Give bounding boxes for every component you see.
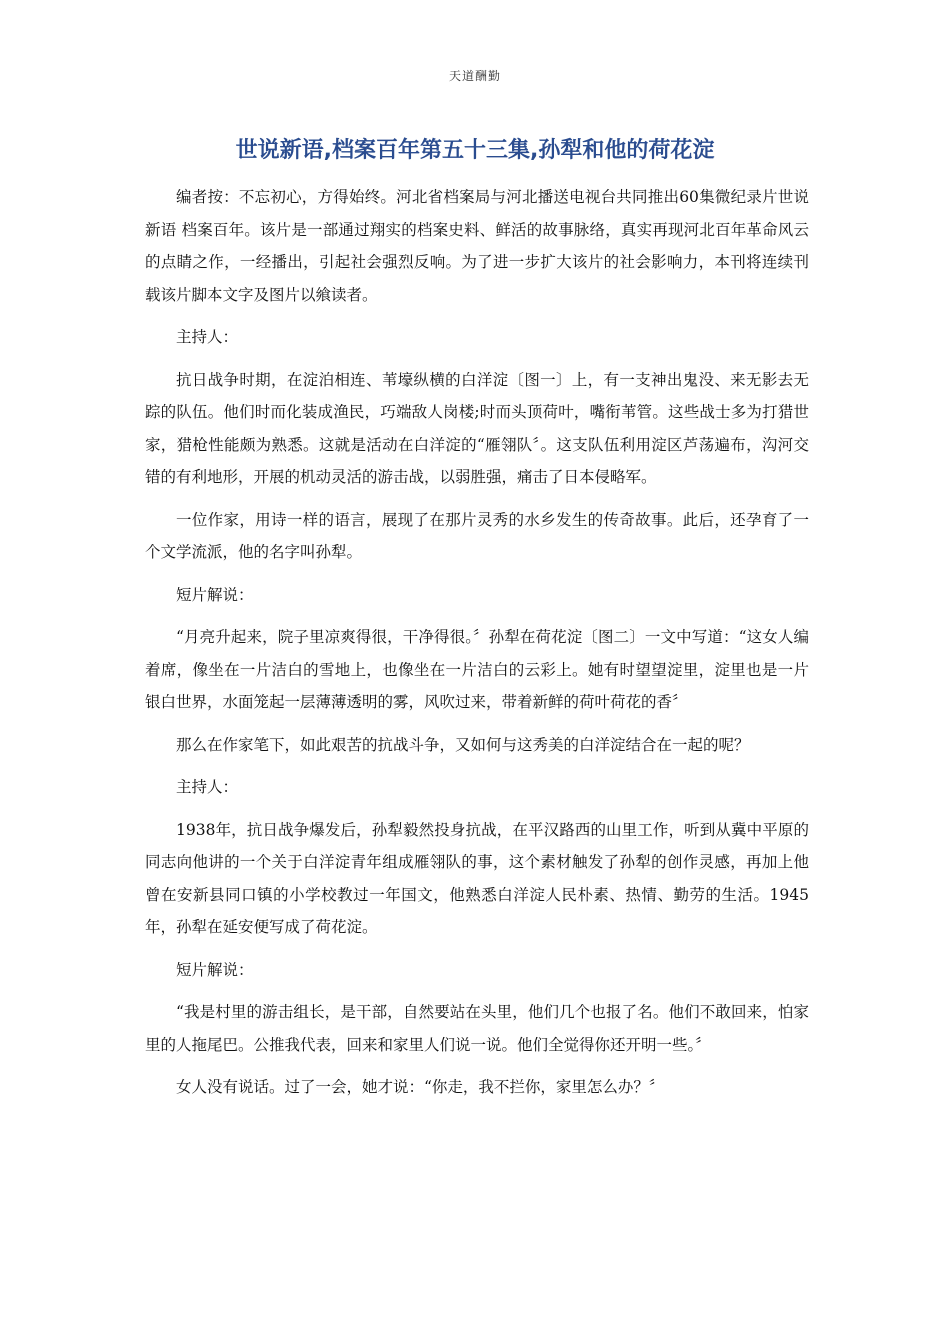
paragraph: “我是村里的游击组长，是干部，自然要站在头里，他们几个也报了名。他们不敢回来，怕家里的人拖尾巴。公推我代表，回来和家里人们说一说。他们全觉得你还开明一些。〞 [145, 1003, 809, 1054]
paragraph: “月亮升起来，院子里凉爽得很，干净得很。〞孙犁在荷花淀〔图二〕一文中写道：“这女人编着席，像坐在一片洁白的雪地上，也像坐在一片洁白的云彩上。她有时望望淀里，淀里也是一片银白世界，水面笼起一层薄薄透明的雾，风吹过来，带着新鲜的荷叶荷花的香〞 [145, 628, 809, 711]
paragraph: 一位作家，用诗一样的语言，展现了在那片灵秀的水乡发生的传奇故事。此后，还孕育了一个文学流派，他的名字叫孙犁。 [145, 510, 809, 561]
paragraph-narration-label: 短片解说： [176, 960, 254, 979]
paragraph-host-label: 主持人： [176, 328, 239, 346]
paragraph-host-label: 主持人： [176, 778, 239, 796]
document-body [145, 181, 809, 1114]
document-title: 世说新语,档案百年第五十三集,孙犁和他的荷花淀 [235, 138, 715, 163]
paragraph-narration-label: 短片解说： [176, 585, 254, 604]
header-label: 天道酬勤 [448, 69, 501, 83]
paragraph-editor-note: 编者按：不忘初心，方得始终。河北省档案局与河北播送电视台共同推出60集微纪录片世说新语 档案百年。该片是一部通过翔实的档案史料、鲜活的故事脉络，真实再现河北百年革命风云的点睛之作，一经播出，引起社会强烈反响。为了进一步扩大该片的社会影响力，本刊将连续刊载该片脚本文字及图片以飨读者。 [145, 188, 809, 304]
paragraph: 抗日战争时期，在淀泊相连、苇壕纵横的白洋淀〔图一〕上，有一支神出鬼没、来无影去无踪的队伍。他们时而化装成渔民，巧端敌人岗楼;时而头顶荷叶，嘴衔苇管。这些战士多为打猎世家，猎枪性能颇为熟悉。这就是活动在白洋淀的“雁翎队〞。这支队伍利用淀区芦荡遍布，沟河交错的有利地形，开展的机动灵活的游击战，以弱胜强，痛击了日本侵略军。 [145, 370, 809, 486]
paragraph: 1938年，抗日战争爆发后，孙犁毅然投身抗战，在平汉路西的山里工作，听到从冀中平原的同志向他讲的一个关于白洋淀青年组成雁翎队的事，这个素材触发了孙犁的创作灵感，再加上他曾在安新县同口镇的小学校教过一年国文，他熟悉白洋淀人民朴素、热情、勤劳的生活。1945年，孙犁在延安便写成了荷花淀。 [145, 820, 809, 936]
paragraph: 那么在作家笔下，如此艰苦的抗战斗争，又如何与这秀美的白洋淀结合在一起的呢？ [176, 735, 750, 754]
paragraph: 女人没有说话。过了一会，她才说：“你走，我不拦你，家里怎么办？〞 [176, 1078, 665, 1096]
